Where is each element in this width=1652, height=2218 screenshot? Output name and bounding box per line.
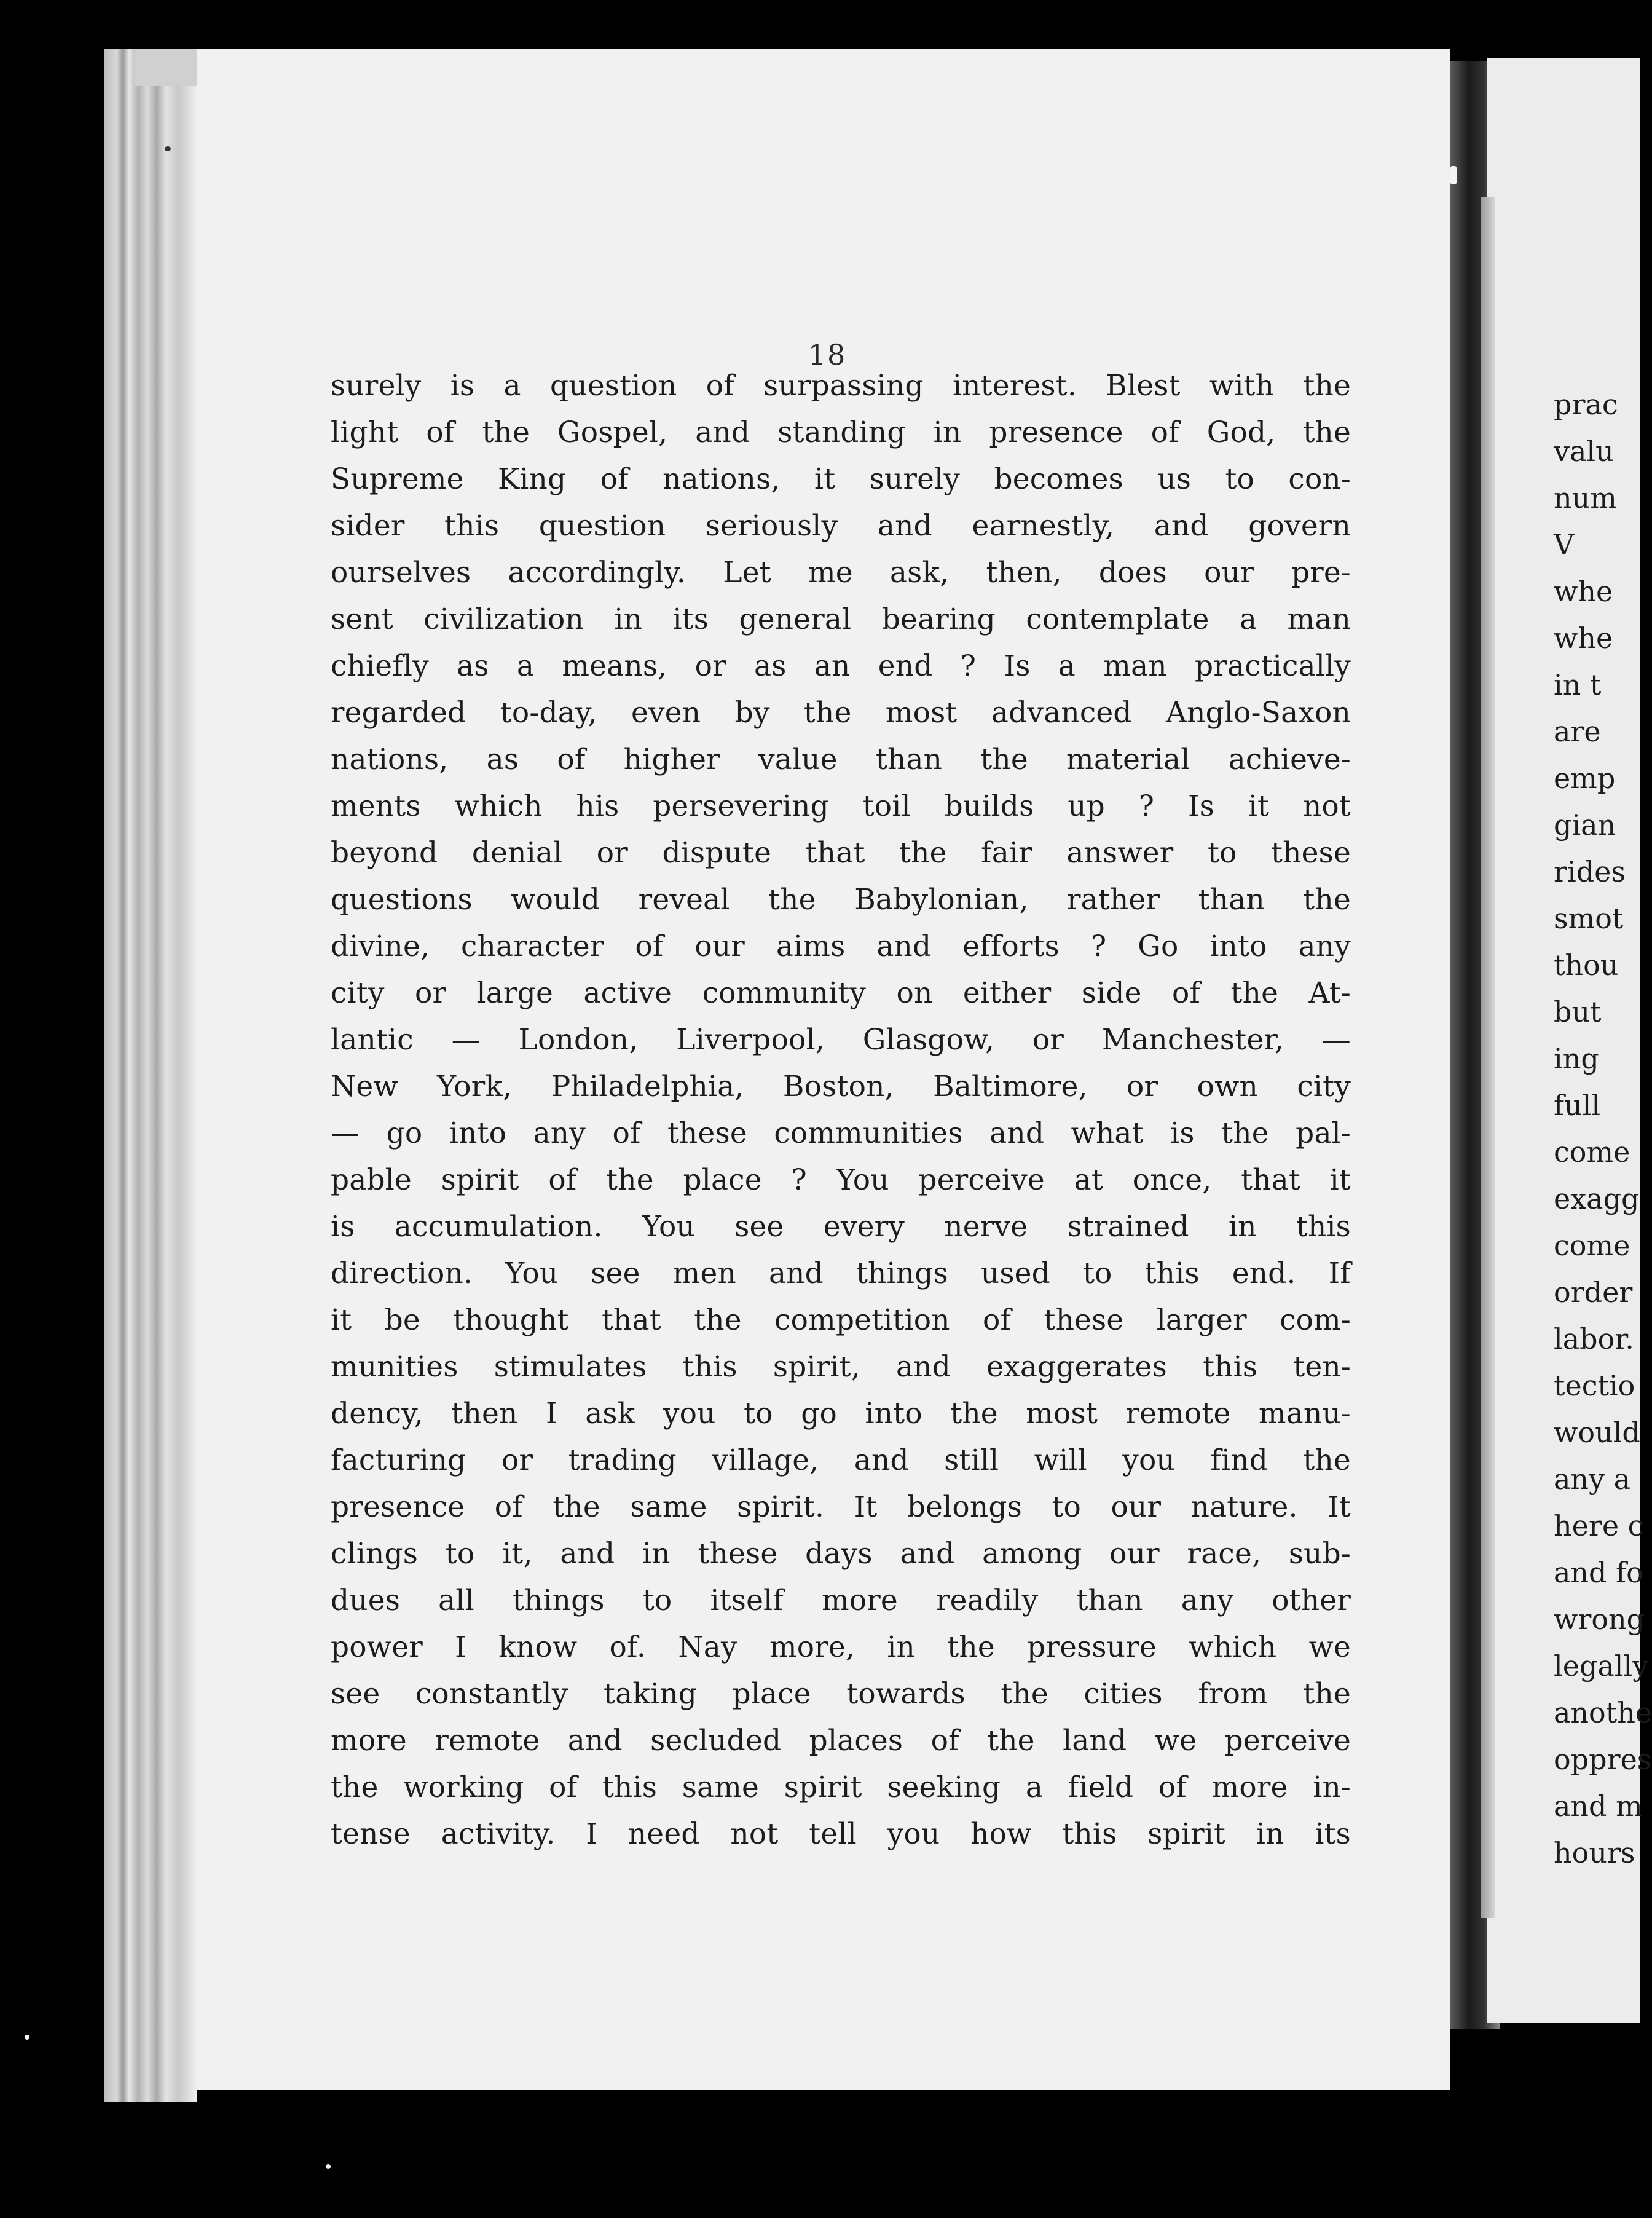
text-line: tense activity. I need not tell you how this spirit in its [331, 1817, 1351, 1851]
facing-page-text [1554, 381, 1652, 1876]
text-line: beyond denial or dispute that the fair answer to these [331, 836, 1351, 870]
text-line: light of the Gospel, and standing in presence of God, the [331, 416, 1351, 449]
text-line: dues all things to itself more readily than any other [331, 1584, 1351, 1617]
text-line: it be thought that the competition of these larger com- [331, 1303, 1351, 1337]
text-line: questions would reveal the Babylonian, rather than the [331, 883, 1351, 917]
scan-speck [1450, 166, 1457, 184]
scan-speck [25, 2035, 30, 2040]
facing-page-edge [1481, 197, 1495, 1918]
text-line: pable spirit of the place ? You perceive at once, that it [331, 1163, 1351, 1197]
text-line: sider this question seriously and earnestly, and govern [331, 509, 1351, 543]
text-line: chiefly as a means, or as an end ? Is a man practically [331, 649, 1351, 683]
text-line: is accumulation. You see every nerve strained in this [331, 1210, 1351, 1244]
facing-text-line: legally [1554, 1649, 1649, 1683]
facing-text-line: anothe [1554, 1696, 1652, 1729]
facing-text-line: thou [1554, 949, 1619, 982]
facing-text-line: prac [1554, 388, 1618, 421]
facing-text-line: whe [1554, 622, 1613, 655]
book-page-edges [104, 49, 197, 2102]
text-line: regarded to-day, even by the most advanced Anglo-Saxon [331, 696, 1351, 730]
facing-text-line: whe [1554, 575, 1613, 608]
text-line: nations, as of higher value than the material achieve- [331, 743, 1351, 776]
facing-text-line: any a [1554, 1462, 1631, 1496]
text-line: clings to it, and in these days and among our race, sub- [331, 1537, 1351, 1571]
text-line: divine, character of our aims and efforts ? Go into any [331, 929, 1351, 963]
text-line: see constantly taking place towards the cities from the [331, 1677, 1351, 1711]
facing-text-line: would [1554, 1416, 1640, 1449]
text-line: New York, Philadelphia, Boston, Baltimore, or own city [331, 1070, 1351, 1103]
text-line: direction. You see men and things used to this end. If [331, 1257, 1351, 1290]
facing-text-line: order [1554, 1276, 1633, 1309]
facing-text-line: smot [1554, 902, 1624, 935]
facing-text-line: full [1554, 1089, 1601, 1122]
facing-text-line: gian [1554, 808, 1616, 842]
text-line: dency, then I ask you to go into the most remote manu- [331, 1397, 1351, 1431]
text-line: munities stimulates this spirit, and exaggerates this ten- [331, 1350, 1351, 1384]
facing-text-line: in t [1554, 668, 1602, 701]
facing-text-line: but [1554, 995, 1602, 1028]
text-line: sent civilization in its general bearing contemplate a man [331, 602, 1351, 636]
facing-text-line: ing [1554, 1042, 1599, 1075]
facing-text-line: oppres [1554, 1743, 1652, 1776]
facing-text-line: come [1554, 1135, 1630, 1169]
facing-text-line: emp [1554, 762, 1616, 795]
facing-text-line: rides [1554, 855, 1626, 888]
scan-speck [165, 146, 171, 151]
facing-text-line: wrong [1554, 1603, 1645, 1636]
facing-text-line: here c [1554, 1509, 1644, 1542]
facing-text-line: are [1554, 715, 1601, 748]
facing-text-line: come [1554, 1229, 1630, 1262]
facing-text-line: and m [1554, 1790, 1643, 1823]
facing-text-line: V [1554, 528, 1575, 561]
text-line: Supreme King of nations, it surely becomes us to con- [331, 462, 1351, 496]
text-line: city or large active community on either side of the At- [331, 976, 1351, 1010]
text-line: presence of the same spirit. It belongs to our nature. It [331, 1490, 1351, 1524]
text-line: ourselves accordingly. Let me ask, then, does our pre- [331, 556, 1351, 590]
text-line: ments which his persevering toil builds up ? Is it not [331, 789, 1351, 823]
scan-speck [326, 2164, 331, 2169]
text-line: lantic — London, Liverpool, Glasgow, or Manchester, — [331, 1023, 1351, 1057]
text-line: surely is a question of surpassing interest. Blest with the [331, 369, 1351, 403]
facing-text-line: hours [1554, 1836, 1635, 1869]
text-line: — go into any of these communities and what is the pal- [331, 1116, 1351, 1150]
text-line: power I know of. Nay more, in the pressure which we [331, 1630, 1351, 1664]
body-text [331, 363, 1351, 1858]
facing-text-line: valu [1554, 435, 1614, 468]
facing-text-line: num [1554, 481, 1617, 515]
text-line: the working of this same spirit seeking a field of more in- [331, 1770, 1351, 1804]
text-line: more remote and secluded places of the land we perceive [331, 1724, 1351, 1758]
facing-text-line: tectio [1554, 1369, 1635, 1402]
facing-text-line: exagg [1554, 1182, 1640, 1215]
facing-text-line: labor. [1554, 1322, 1634, 1356]
page-number-text: 18 [808, 338, 847, 371]
facing-text-line: and fo [1554, 1556, 1643, 1589]
book-page-edges-top [135, 49, 197, 86]
text-line: facturing or trading village, and still will you find the [331, 1443, 1351, 1477]
